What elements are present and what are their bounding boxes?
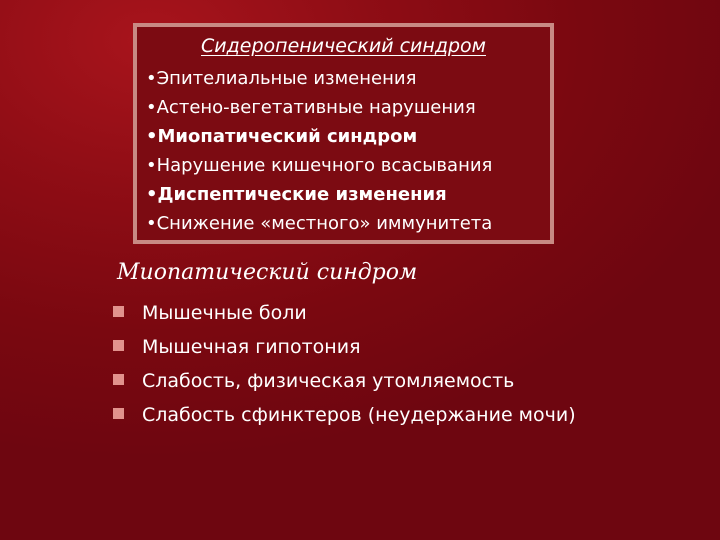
square-bullet-icon [113,374,124,385]
list-item-text: Мышечная гипотония [142,336,361,358]
box-list-item: •Нарушение кишечного всасывания [146,155,493,176]
box-list-item: •Эпителиальные изменения [146,68,417,89]
square-bullet-icon [113,408,124,419]
box-title: Сидеропенический синдром [201,35,486,57]
box-list-item: •Диспептические изменения [146,184,447,205]
sideropenic-syndrome-box [133,23,554,244]
square-bullet-icon [113,340,124,351]
section-heading: Миопатический синдром [117,260,418,285]
list-item-text: Мышечные боли [142,302,307,324]
list-item-text: Слабость, физическая утомляемость [142,370,515,392]
box-list-item: •Миопатический синдром [146,126,418,147]
box-list [146,64,492,238]
list-item-text: Слабость сфинктеров (неудержание мочи) [142,404,576,426]
box-list-item: •Снижение «местного» иммунитета [146,213,493,234]
square-bullet-icon [113,306,124,317]
box-list-item: •Астено-вегетативные нарушения [146,97,476,118]
